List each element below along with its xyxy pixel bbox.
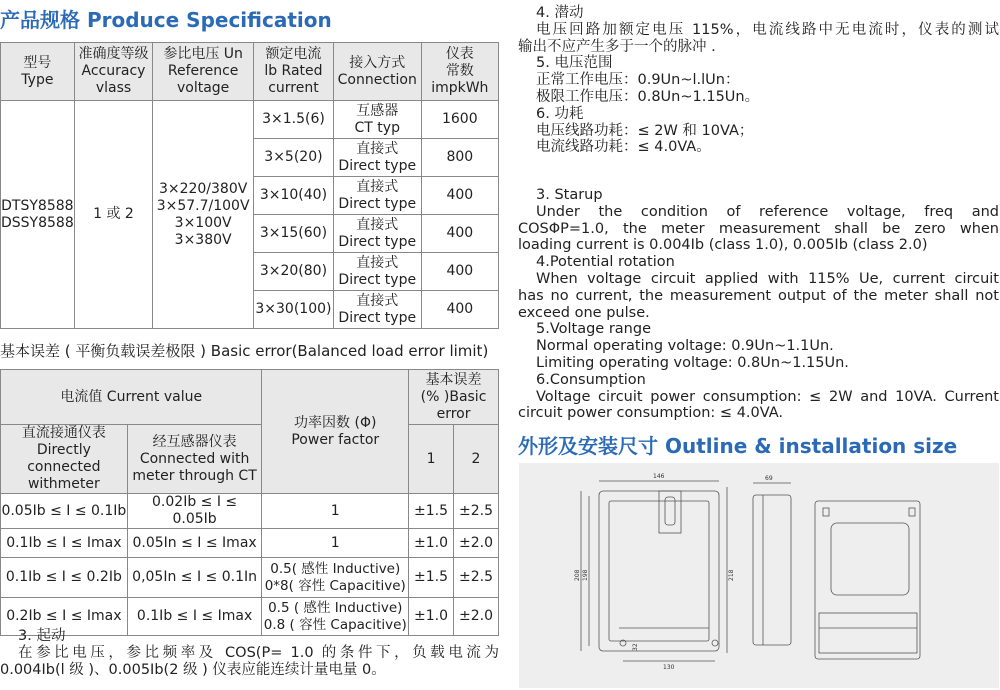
current-cell: 3×10(40) [254,177,334,215]
table-row [1,494,499,529]
error-class2-cell: ±2.0 [454,598,499,636]
outline-title: 外形及安装尺寸 Outline & installation size [518,434,958,458]
type-cell: DTSY8588 DSSY8588 [1,101,75,329]
rotation-en-line: has no current, the measurement output of the meter shall not [518,287,999,304]
dim-side-width: 69 [765,475,773,482]
power-line: 电压线路功耗：≤ 2W 和 10VA； [536,122,754,139]
startup-en-line: loading current is 0.004Ib (class 1.0), 0.005Ib (class 2.0) [518,237,928,254]
dim-inner-height: 198 [582,569,589,581]
creep-heading: 4. 潜动 [536,5,584,21]
connection-cell: 互感器 CT typ [333,101,421,139]
error-class2-cell: ±2.5 [454,494,499,529]
rotation-en-line: exceed one pulse. [518,304,650,321]
accuracy-cell: 1 或 2 [74,101,153,329]
mount-hole-icon [712,640,718,646]
error-caption: 基本误差 ( 平衡负载误差极限 ) Basic error(Balanced load error limit) [0,342,489,360]
ct-range-cell: 0.05In ≤ I ≤ Imax [127,529,262,558]
header-basic-error: 基本误差 (% )Basic error [409,370,499,425]
current-cell: 3×15(60) [254,215,334,253]
direct-range-cell: 0.1Ib ≤ I ≤ 0.2Ib [1,558,128,598]
connection-cell: 直接式 Direct type [333,139,421,177]
display-window [831,523,909,595]
header-voltage: 参比电压 Un Reference voltage [153,43,254,101]
header-power-factor: 功率因数 (Φ) Power factor [262,370,409,494]
spec-table [0,42,499,329]
error-table [0,369,499,636]
startup-cn-heading: 3. 起动 [18,628,66,644]
constant-cell: 400 [421,215,498,253]
header-connection: 接入方式 Connection [333,43,421,101]
header-constant: 仪表 常数 impkWh [421,43,498,101]
voltage-range-line: 正常工作电压：0.9Un~l.lUn： [536,72,740,89]
power-line: 电流线路功耗：≤ 4.0VA。 [536,139,711,156]
consumption-en-line: circuit power consumption: ≤ 4.0VA. [518,405,784,422]
constant-cell: 1600 [421,101,498,139]
spec-title: 产品规格 Produce Specification [0,8,332,32]
direct-range-cell: 0.2Ib ≤ I ≤ Imax [1,598,128,636]
consumption-en-heading: 6.Consumption [536,371,646,388]
pf-cell: 1 [262,494,409,529]
dim-bottom-width: 130 [663,664,675,671]
error-class1-cell: ±1.0 [409,529,454,558]
outline-svg [519,463,999,688]
error-class2-cell: ±2.0 [454,529,499,558]
error-class2-cell: ±2.5 [454,558,499,598]
connection-cell: 直接式 Direct type [333,215,421,253]
header-class-2: 2 [454,425,499,494]
dim-total-height: 218 [728,569,735,581]
table-row [1,101,499,139]
terminal-block [819,613,917,653]
header-direct: 直流接通仪表 Directly connected withmeter [1,425,128,494]
rotation-en-line: When voltage circuit applied with 115% Ue, current circuit [536,270,999,287]
right-cn-block [518,5,999,156]
pf-cell: 1 [262,529,409,558]
header-ct: 经互感器仪表 Connected with meter through CT [127,425,262,494]
voltage-en-line: Normal operating voltage: 0.9Un~1.1Un. [536,338,834,355]
current-cell: 3×5(20) [254,139,334,177]
side-body [753,495,791,645]
startup-en-line: COSΦP=1.0, the meter measurement shall be zero when [518,220,999,237]
error-class1-cell: ±1.5 [409,494,454,529]
connection-cell: 直接式 Direct type [333,291,421,329]
outline-drawing [519,463,999,688]
table-row [1,558,499,598]
header-current-value: 电流值 Current value [1,370,262,425]
voltage-en-heading: 5.Voltage range [536,321,651,338]
power-heading: 6. 功耗 [536,105,584,122]
dim-top-width: 146 [653,473,665,480]
error-class1-cell: ±1.0 [409,598,454,636]
connection-cell: 直接式 Direct type [333,253,421,291]
voltage-en-line: Limiting operating voltage: 0.8Un~1.15Un. [536,354,849,371]
connection-cell: 直接式 Direct type [333,177,421,215]
startup-cn-block [0,628,499,678]
voltage-range-heading: 5. 电压范围 [536,55,613,72]
header-type: 型号 Type [1,43,75,101]
constant-cell: 400 [421,291,498,329]
seal-icon [823,508,829,516]
constant-cell: 800 [421,139,498,177]
right-en-block [518,187,999,422]
startup-cn-line: 0.004Ib(l 级 )、0.005Ib(2 级 ) 仪表应能连续计量电量 0。 [0,661,386,678]
direct-range-cell: 0.1Ib ≤ I ≤ Imax [1,529,128,558]
direct-range-cell: 0.05Ib ≤ I ≤ 0.1Ib [1,494,128,529]
startup-en-line: Under the condition of reference voltage, freq and [536,203,999,220]
ct-range-cell: 0.02Ib ≤ I ≤ 0.05Ib [127,494,262,529]
current-cell: 3×20(80) [254,253,334,291]
header-class-1: 1 [409,425,454,494]
dim-outer-height: 208 [574,569,581,581]
ct-range-cell: 0.1Ib ≤ I ≤ Imax [127,598,262,636]
pf-cell: 0.5( 感性 Inductive) 0*8( 容性 Capacitive) [262,558,409,598]
startup-en-heading: 3. Starup [536,187,603,203]
constant-cell: 400 [421,253,498,291]
header-accuracy: 准确度等级 Accuracy vlass [74,43,153,101]
voltage-cell: 3×220/380V 3×57.7/100V 3×100V 3×380V [153,101,254,329]
startup-cn-line: 在参比电压，参比频率及 COS(P= 1.0 的条件下，负载电流为 [18,644,499,661]
voltage-range-line: 极限工作电压：0.8Un~1.15Un。 [536,88,760,105]
dim-small: 32 [632,643,639,651]
constant-cell: 400 [421,177,498,215]
current-cell: 3×1.5(6) [254,101,334,139]
ct-range-cell: 0,05In ≤ I ≤ 0.1In [127,558,262,598]
pf-cell: 0.5 ( 感性 Inductive) 0.8 ( 容性 Capacitive) [262,598,409,636]
table-row [1,529,499,558]
creep-line: 电压回路加额定电压 115%，电流线路中无电流时，仪表的测试 [536,21,999,38]
error-class1-cell: ±1.5 [409,558,454,598]
current-cell: 3×30(100) [254,291,334,329]
consumption-en-line: Voltage circuit power consumption: ≤ 2W and 10VA. Current [536,388,999,405]
header-current: 额定电流 lb Rated current [254,43,334,101]
seal-icon [909,508,915,516]
rotation-en-heading: 4.Potential rotation [536,254,675,271]
creep-line: 输出不应产生多于一个的脉冲 . [518,38,716,55]
